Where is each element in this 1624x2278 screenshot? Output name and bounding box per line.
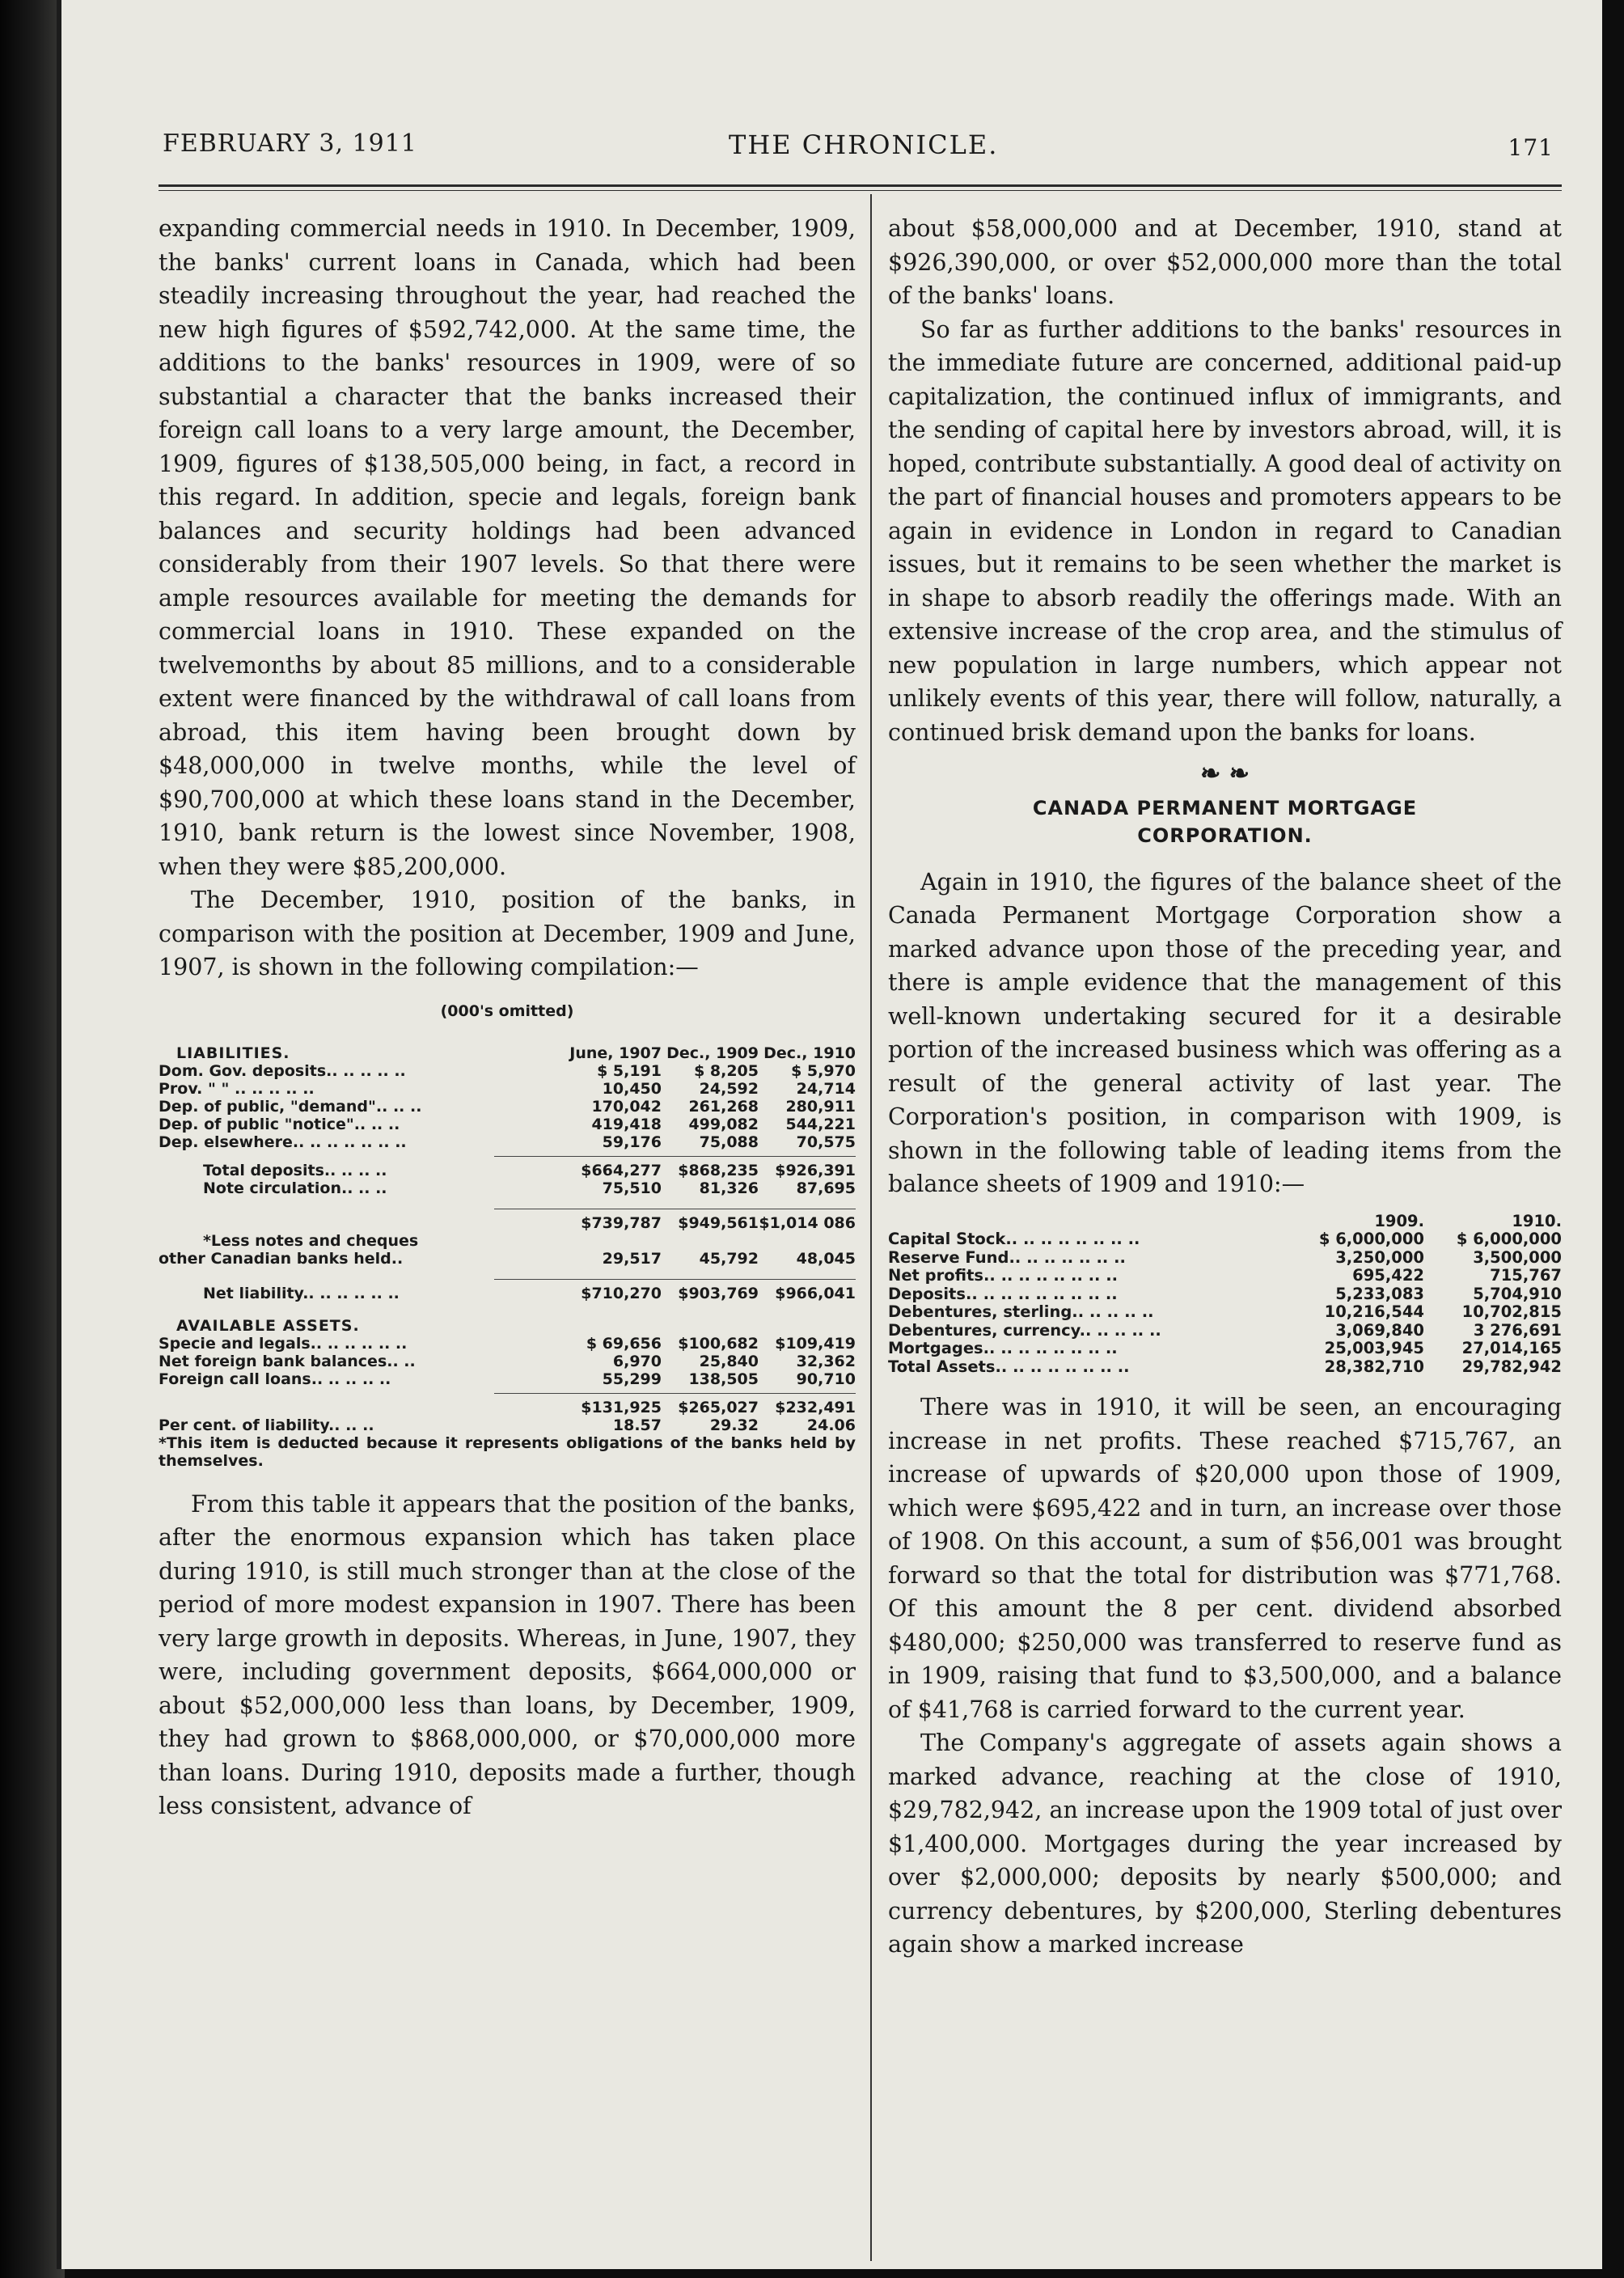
table-row <box>159 1098 856 1116</box>
section-heading-line-1: CANADA PERMANENT MORTGAGE <box>1032 796 1418 819</box>
table-cell: $ 6,000,000 <box>1456 1230 1562 1248</box>
table-cell: 25,003,945 <box>1324 1339 1424 1357</box>
page-header <box>163 129 1554 170</box>
rule-line <box>494 1156 856 1157</box>
table-row <box>159 1133 856 1151</box>
header-date: FEBRUARY 3, 1911 <box>163 129 417 158</box>
col-header-1910: 1910. <box>1512 1211 1562 1230</box>
table-cell: 5,233,083 <box>1335 1284 1424 1303</box>
table-row <box>888 1230 1562 1249</box>
table-cell: 10,450 <box>602 1079 662 1098</box>
table-cell: 87,695 <box>796 1179 856 1197</box>
row-label: Net foreign bank balances.. .. <box>159 1352 416 1370</box>
header-rule-bottom <box>159 190 1562 191</box>
left-paragraph-3: From this table it appears that the position of the banks, after the enormous expansion which has taken place during 1910, is still much stronger than at the close of the period of more modest expansion in 1907. There has been very large growth in deposits. Whereas, in June, 1907, they were, including government deposits, $664,000,000 or about $52,000,000 less than loans, by December, 1909, they had grown to $868,000,000, or $70,000,000 more than loans. During 1910, deposits made a further, though less consistent, advance of <box>159 1490 856 1819</box>
table-cell: 24.06 <box>806 1416 856 1434</box>
table-cell: 81,326 <box>699 1179 759 1197</box>
table-cell: 261,268 <box>688 1097 759 1116</box>
row-label: Net profits.. .. .. .. .. .. .. .. <box>888 1267 1119 1285</box>
row-label: Capital Stock.. .. .. .. .. .. .. .. <box>888 1230 1140 1248</box>
note-circulation-row <box>159 1179 856 1197</box>
table-cell: 695,422 <box>1352 1266 1424 1285</box>
table-cell: $ 6,000,000 <box>1318 1230 1424 1248</box>
col-header-dec-1910: Dec., 1910 <box>763 1044 856 1062</box>
left-column <box>159 212 856 1823</box>
table-footnote: *This item is deducted because it represents obligations of the banks held by themselves. <box>159 1433 856 1470</box>
right-paragraph-1: about $58,000,000 and at December, 1910, stand at $926,390,000, or over $52,000,000 more than the total of the banks' loans. <box>888 215 1562 309</box>
table-cell: 715,767 <box>1490 1266 1562 1285</box>
table-cell: 32,362 <box>796 1352 856 1370</box>
table-cell: $966,041 <box>775 1284 856 1302</box>
per-cent-label: Per cent. of liability.. .. .. <box>159 1416 374 1434</box>
table-row <box>888 1267 1562 1285</box>
row-label: Debentures, currency.. .. .. .. .. <box>888 1321 1161 1340</box>
col-header-1909: 1909. <box>1374 1211 1424 1230</box>
table-cell: 544,221 <box>785 1115 856 1133</box>
table-cell: $739,787 <box>581 1213 662 1232</box>
table-cell: 90,710 <box>796 1370 856 1388</box>
rule-line <box>494 1393 856 1394</box>
table-row <box>159 1353 856 1370</box>
table-cell: 3,069,840 <box>1335 1320 1424 1340</box>
table-cell: 29.32 <box>709 1416 759 1434</box>
table-header-row <box>888 1213 1562 1231</box>
note-circulation-label: Note circulation.. .. .. <box>203 1179 387 1197</box>
right-paragraph-5: The Company's aggregate of assets again shows a marked advance, reaching at the close of 1910, $29,782,942, an increase upon the 1909 total of just over $1,400,000. Mortgages during the year increased by over $2,000,000; deposits by nearly $500,000; and currency debentures, by $200,000, Sterling debentures again show a marked increase <box>888 1730 1562 1958</box>
row-label: Foreign call loans.. .. .. .. .. <box>159 1370 391 1388</box>
table-cell: $ 5,191 <box>597 1061 662 1080</box>
table-cell: 3 276,691 <box>1473 1320 1562 1340</box>
table-cell: 5,704,910 <box>1473 1284 1562 1303</box>
document-page <box>57 0 1602 2269</box>
table-cell: $664,277 <box>581 1161 662 1179</box>
table-cell: 138,505 <box>688 1370 759 1388</box>
table-cell: $100,682 <box>678 1334 759 1353</box>
table-cell: 75,510 <box>602 1179 662 1197</box>
total-deposits-label: Total deposits.. .. .. .. <box>203 1161 387 1179</box>
table-row <box>159 1370 856 1388</box>
section-heading <box>888 794 1562 849</box>
row-label: Reserve Fund.. .. .. .. .. .. .. <box>888 1248 1126 1267</box>
net-liability-row <box>159 1285 856 1302</box>
subtotal-row <box>159 1214 856 1232</box>
assets-heading-row <box>159 1317 856 1335</box>
table-cell: 6,970 <box>612 1352 662 1370</box>
table-cell: 59,176 <box>602 1133 662 1151</box>
table-cell: 28,382,710 <box>1324 1357 1424 1376</box>
table-cell: 24,714 <box>796 1079 856 1098</box>
table-row <box>888 1358 1562 1377</box>
table-cell: 29,517 <box>602 1249 662 1268</box>
table-cell: $ 5,970 <box>791 1061 856 1080</box>
table-cell: 3,250,000 <box>1335 1247 1424 1267</box>
table-row <box>159 1335 856 1353</box>
row-label: Dep. of public "notice".. .. .. <box>159 1115 400 1133</box>
table-row <box>888 1322 1562 1340</box>
total-deposits-row <box>159 1162 856 1179</box>
less-notes-label-2: other Canadian banks held.. <box>159 1249 404 1268</box>
per-cent-row <box>159 1416 856 1434</box>
table-row <box>888 1340 1562 1358</box>
header-title: THE CHRONICLE. <box>729 129 999 160</box>
row-label: Deposits.. .. .. .. .. .. .. .. .. <box>888 1285 1118 1303</box>
row-label: Total Assets.. .. .. .. .. .. .. .. <box>888 1357 1130 1376</box>
table-cell: 25,840 <box>699 1352 759 1370</box>
section-ornament: ❧ ❧ <box>1200 760 1250 788</box>
table-cell: 48,045 <box>796 1249 856 1268</box>
liabilities-heading: LIABILITIES. <box>176 1044 290 1062</box>
less-notes-row-2 <box>159 1250 856 1268</box>
column-divider <box>870 194 872 2261</box>
liabilities-rows <box>159 1062 856 1151</box>
table-cell: 10,702,815 <box>1461 1302 1562 1321</box>
row-label: Mortgages.. .. .. .. .. .. .. .. <box>888 1340 1118 1357</box>
table-row <box>888 1303 1562 1322</box>
mortgage-balance-table <box>888 1213 1562 1377</box>
table-header-row <box>159 1044 856 1062</box>
table-cell: 280,911 <box>785 1097 856 1116</box>
table-cell: $949,561 <box>678 1213 759 1232</box>
mortgage-table-rows <box>888 1230 1562 1376</box>
col-header-dec-1909: Dec., 1909 <box>666 1044 759 1062</box>
table-cell: $868,235 <box>678 1161 759 1179</box>
table-cell: 27,014,165 <box>1461 1339 1562 1357</box>
less-notes-row-1 <box>159 1232 856 1250</box>
rule-line <box>494 1279 856 1280</box>
table-cell: 10,216,544 <box>1324 1302 1424 1321</box>
table-cell: 18.57 <box>612 1416 662 1434</box>
table-cell: $ 8,205 <box>694 1061 759 1080</box>
table-row <box>888 1285 1562 1304</box>
table-cell: 45,792 <box>699 1249 759 1268</box>
table-cell: $232,491 <box>775 1398 856 1416</box>
table-cell: 75,088 <box>699 1133 759 1151</box>
table-row <box>888 1249 1562 1268</box>
table-cell: $710,270 <box>581 1284 662 1302</box>
table-cell: 24,592 <box>699 1079 759 1098</box>
right-paragraph-4: There was in 1910, it will be seen, an encouraging increase in net profits. These reached $715,767, an increase of upwards of $20,000 upon those of 1909, which were $695,422 and in turn, an increase over those of 1908. On this account, a sum of $56,001 was brought forward so that the total for distribution was $771,768. Of this amount the 8 per cent. dividend absorbed $480,000; $250,000 was transferred to reserve fund as in 1909, raising that fund to $3,500,000, and a balance of $41,768 is carried forward to the current year. <box>888 1394 1562 1723</box>
table-cell: 55,299 <box>602 1370 662 1388</box>
table-cell: 3,500,000 <box>1473 1247 1562 1267</box>
assets-total-row <box>159 1399 856 1416</box>
header-page-number: 171 <box>1508 134 1554 161</box>
right-paragraph-3: Again in 1910, the figures of the balance sheet of the Canada Permanent Mortgage Corporation show a marked advance upon those of the preceding year, and there is ample evidence that the management of this well-known undertaking secured for it a desirable portion of the increased business which was offering as a result of the general activity of last year. The Corporation's position, in comparison with 1909, is shown in the following table of leading items from the balance sheets of 1909 and 1910:— <box>888 868 1562 1197</box>
table-cell: 499,082 <box>688 1115 759 1133</box>
section-heading-line-2: CORPORATION. <box>1137 824 1313 847</box>
table-cell: 70,575 <box>796 1133 856 1151</box>
assets-heading: AVAILABLE ASSETS. <box>176 1316 360 1335</box>
table-caption: (000's omitted) <box>440 1001 574 1020</box>
table-cell: $109,419 <box>775 1334 856 1353</box>
row-label: Dep. of public, "demand".. .. .. <box>159 1097 422 1116</box>
table-cell: $903,769 <box>678 1284 759 1302</box>
left-paragraph-2: The December, 1910, position of the banks, in comparison with the position at December, 1909 and June, 1907, is shown in the following compilation:— <box>159 887 856 980</box>
table-cell: $131,925 <box>581 1398 662 1416</box>
table-row <box>159 1062 856 1080</box>
table-cell: 419,418 <box>591 1115 662 1133</box>
table-cell: $ 69,656 <box>586 1334 662 1353</box>
row-label: Prov. " " .. .. .. .. .. <box>159 1079 315 1098</box>
book-spine-shadow <box>0 0 65 2278</box>
col-header-june-1907: June, 1907 <box>569 1044 662 1062</box>
table-row <box>159 1080 856 1098</box>
header-rule-top <box>159 184 1562 187</box>
table-row <box>159 1116 856 1133</box>
less-notes-label: *Less notes and cheques <box>203 1231 419 1250</box>
assets-rows <box>159 1335 856 1388</box>
banks-position-table <box>159 1002 856 1470</box>
row-label: Dep. elsewhere.. .. .. .. .. .. .. <box>159 1133 407 1151</box>
table-cell: $265,027 <box>678 1398 759 1416</box>
row-label: Specie and legals.. .. .. .. .. .. <box>159 1334 408 1353</box>
table-cell: 29,782,942 <box>1461 1357 1562 1376</box>
right-column <box>888 212 1562 1962</box>
table-cell: $1,014 086 <box>759 1213 856 1232</box>
table-cell: 170,042 <box>591 1097 662 1116</box>
table-cell: $926,391 <box>775 1161 856 1179</box>
left-paragraph-1: expanding commercial needs in 1910. In December, 1909, the banks' current loans in Canada, which had been steadily increasing throughout the year, had reached the new high figures of $592,742,000. At the same time, the additions to the banks' resources in 1909, were of so substantial a character that the banks increased their foreign call loans to a very large amount, the December, 1909, figures of $138,505,000 being, in fact, a record in this regard. In addition, specie and legals, foreign bank balances and security holdings had been advanced considerably from their 1907 levels. So that there were ample resources available for meeting the demands for commercial loans in 1910. These expanded on the twelvemonths by about 85 millions, and to a considerable extent were financed by the withdrawal of call loans from abroad, this item having been brought down by $48,000,000 in twelve months, while the level of $90,700,000 at which these loans stand in the December, 1910, bank return is the lowest since November, 1908, when they were $85,200,000. <box>159 215 856 880</box>
net-liability-label: Net liability.. .. .. .. .. .. <box>203 1284 400 1302</box>
row-label: Dom. Gov. deposits.. .. .. .. .. <box>159 1061 406 1080</box>
row-label: Debentures, sterling.. .. .. .. .. <box>888 1303 1154 1321</box>
right-paragraph-2: So far as further additions to the banks' resources in the immediate future are concerned, additional paid-up capitalization, the continued influx of immigrants, and the sending of capital here by investors abroad, will, it is hoped, contribute substantially. A good deal of activity on the part of financial houses and promoters appears to be again in evidence in London in regard to Canadian issues, but it remains to be seen whether the market is in shape to absorb readily the offerings made. With an extensive increase of the crop area, and the stimulus of new population in large numbers, which appear not unlikely events of this year, there will follow, naturally, a continued brisk demand upon the banks for loans. <box>888 315 1562 746</box>
